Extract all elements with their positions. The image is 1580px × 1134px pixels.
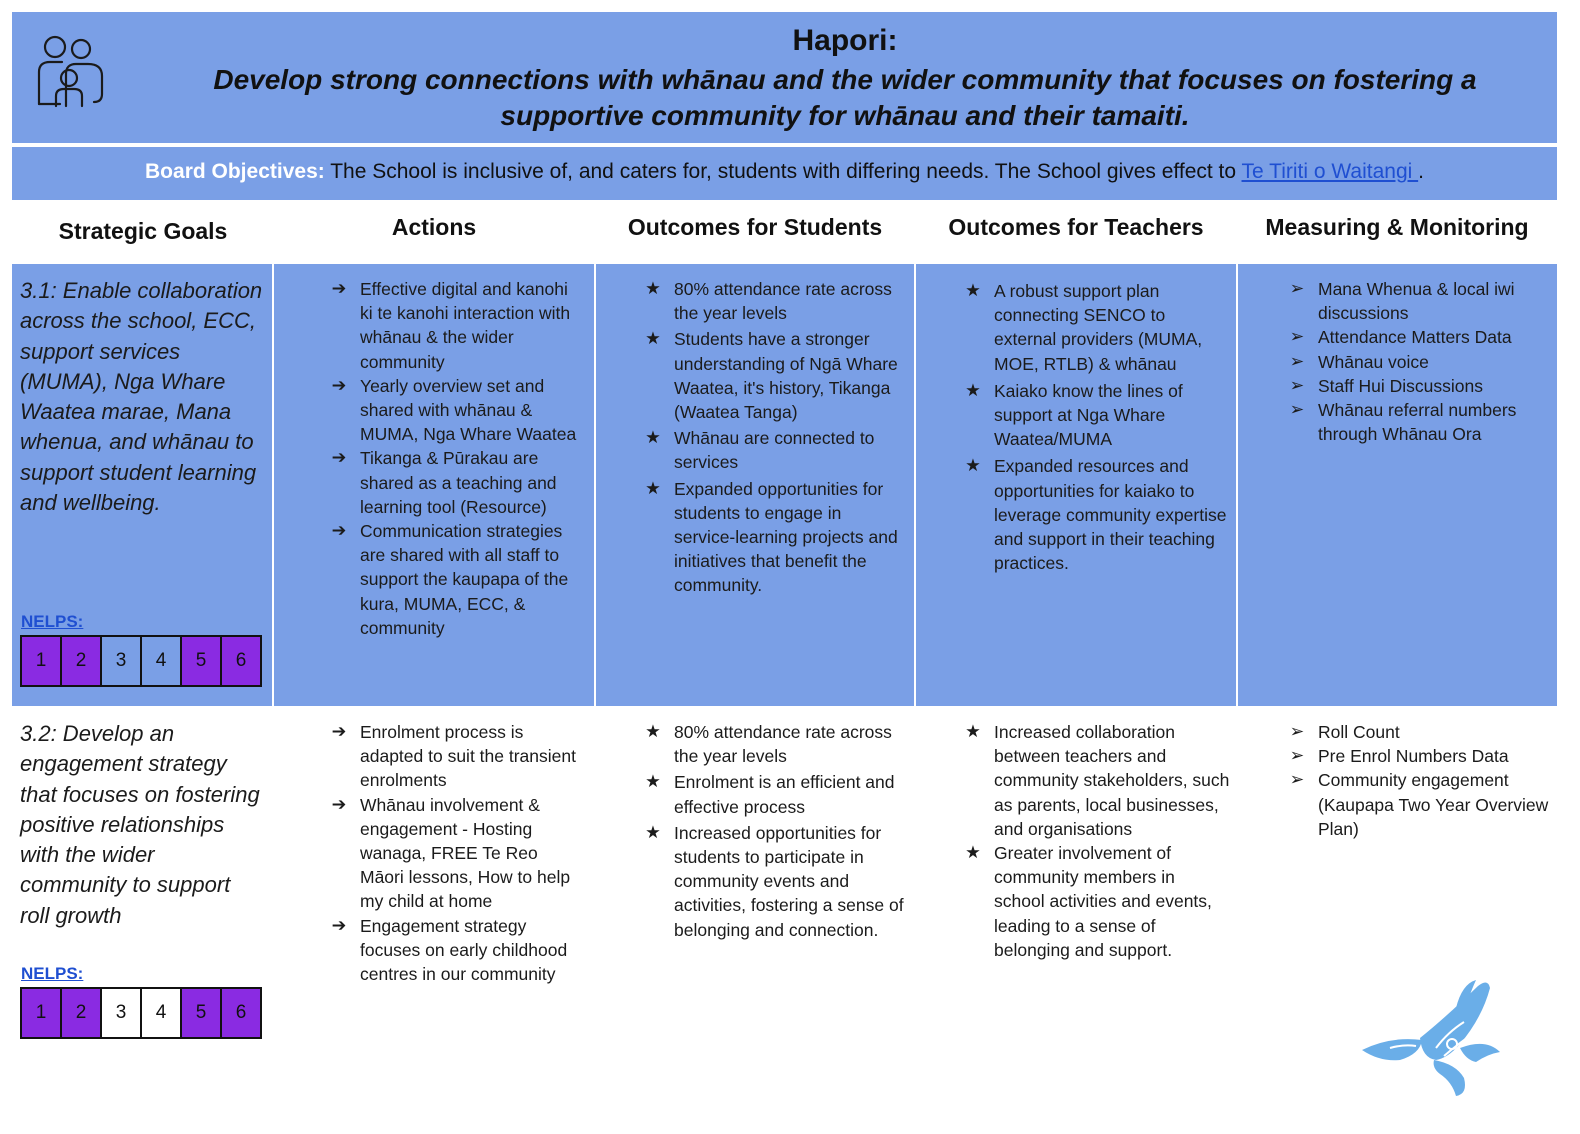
star-bullet-icon: ★	[965, 843, 981, 864]
list-item	[958, 720, 1230, 841]
students-cell	[638, 277, 906, 598]
nelps-cell: 5	[182, 637, 222, 685]
list-item-text: Tikanga & Pūrakau are shared as a teaching and learning tool (Resource)	[360, 448, 557, 517]
list-item-text: Enrolment is an efficient and effective process	[674, 772, 895, 817]
chevron-bullet-icon: ➢	[1289, 279, 1305, 299]
list-item	[1282, 325, 1550, 349]
list-item	[638, 327, 906, 424]
list-item-text: Communication strategies are shared with all staff to support the kaupapa of the kura, MUMA, ECC, & community	[360, 521, 569, 638]
list-item-text: 80% attendance rate across the year levels	[674, 279, 892, 324]
family-icon	[36, 34, 106, 110]
page-subtitle	[150, 62, 1540, 134]
nelps-cell: 4	[142, 637, 182, 685]
list-item-text: Mana Whenua & local iwi discussions	[1318, 279, 1515, 324]
list-item-text: Kaiako know the lines of support at Nga Whare Waatea/MUMA	[994, 380, 1183, 450]
list-item-text: Engagement strategy focuses on early childhood centres in our community	[360, 915, 568, 985]
arrow-bullet-icon: ➔	[331, 375, 347, 396]
board-objectives-body: The School is inclusive of, and caters for, students with differing needs. The School gives effect to	[324, 160, 1242, 183]
actions-cell	[324, 277, 582, 640]
nelps-cell: 2	[62, 989, 102, 1037]
list-item-text: Community engagement (Kaupapa Two Year Overview Plan)	[1318, 770, 1549, 839]
list-item	[324, 793, 586, 914]
board-objectives-banner	[12, 147, 1557, 200]
nelps-cell: 5	[182, 989, 222, 1037]
list-item	[324, 374, 582, 447]
list-item	[1282, 277, 1550, 325]
nelps-cell: 1	[22, 989, 62, 1037]
star-bullet-icon: ★	[965, 281, 981, 301]
page-title: Hapori:	[792, 24, 898, 57]
measuring-cell	[1282, 720, 1550, 841]
list-item	[638, 477, 906, 598]
star-bullet-icon: ★	[645, 279, 661, 299]
chevron-bullet-icon: ➢	[1289, 770, 1305, 791]
col-header-actions: Actions	[391, 214, 477, 240]
nelps-label[interactable]: NELPS:	[21, 612, 84, 631]
header-banner	[12, 12, 1557, 143]
list-item	[1282, 768, 1550, 841]
arrow-bullet-icon: ➔	[331, 722, 347, 742]
subtitle-line-1: Develop strong connections with whānau and the wider community that focuses on fostering a	[213, 64, 1477, 95]
arrow-bullet-icon: ➔	[331, 448, 347, 469]
goal-3-2: 3.2: Develop an engagement strategy that focuses on fostering positive relationships with the wider community to support roll growth	[20, 721, 260, 928]
list-item	[958, 379, 1228, 452]
nelps-cell: 6	[222, 989, 260, 1037]
list-item-text: Whānau involvement & engagement - Hosting wanaga, FREE Te Reo Māori lessons, How to help my child at home	[360, 794, 571, 912]
teachers-cell	[958, 720, 1230, 962]
list-item-text: Students have a stronger understanding of Ngā Whare Waatea, it's history, Tikanga (Waatea Tanga)	[674, 329, 898, 423]
list-item-text: Roll Count	[1318, 722, 1400, 742]
subtitle-line-2: supportive community for whānau and their tamaiti.	[500, 100, 1190, 131]
col-header-measuring-monitoring: Measuring & Monitoring	[1265, 214, 1529, 240]
list-item	[638, 821, 906, 942]
list-item	[324, 720, 586, 793]
chevron-bullet-icon: ➢	[1289, 746, 1305, 767]
row-1-divider	[914, 264, 916, 706]
board-objectives-end: .	[1418, 160, 1424, 183]
star-bullet-icon: ★	[965, 722, 981, 742]
col-header-strategic-goals: Strategic Goals	[58, 218, 228, 244]
nelps-cell: 6	[222, 637, 260, 685]
nelps-label[interactable]: NELPS:	[21, 964, 84, 983]
list-item-text: Yearly overview set and shared with whānau & MUMA, Nga Whare Waatea	[360, 375, 577, 445]
students-cell	[638, 720, 906, 942]
col-header-outcomes-teachers: Outcomes for Teachers	[948, 214, 1204, 240]
chevron-bullet-icon: ➢	[1289, 327, 1305, 348]
list-item	[958, 279, 1228, 376]
list-item	[1282, 374, 1550, 398]
list-item	[324, 914, 586, 987]
list-item	[324, 446, 582, 519]
star-bullet-icon: ★	[645, 329, 661, 350]
nelps-cell: 3	[102, 989, 142, 1037]
list-item	[958, 454, 1228, 575]
nelps-cell: 1	[22, 637, 62, 685]
list-item	[1282, 398, 1550, 446]
list-item-text: Whānau are connected to services	[674, 428, 875, 473]
list-item	[1282, 720, 1550, 744]
te-tiriti-link[interactable]: Te Tiriti o Waitangi	[1241, 160, 1419, 183]
star-bullet-icon: ★	[645, 822, 661, 843]
list-item-text: Increased collaboration between teachers and community stakeholders, such as parents, local businesses, and organisations	[994, 722, 1230, 839]
row-1-divider	[1236, 264, 1238, 706]
star-bullet-icon: ★	[645, 428, 661, 449]
chevron-bullet-icon: ➢	[1289, 722, 1305, 742]
list-item-text: Effective digital and kanohi ki te kanohi interaction with whānau & the wider community	[360, 279, 571, 372]
list-item-text: Attendance Matters Data	[1318, 327, 1512, 348]
list-item-text: Pre Enrol Numbers Data	[1318, 746, 1509, 767]
list-item-text: Whānau voice	[1318, 351, 1429, 372]
list-item	[638, 770, 906, 818]
hummingbird-logo-icon	[1360, 978, 1510, 1098]
star-bullet-icon: ★	[645, 722, 661, 742]
nelps-grid	[20, 987, 262, 1039]
board-objectives-text	[12, 160, 1557, 184]
list-item	[638, 277, 906, 325]
list-item	[638, 426, 906, 474]
list-item	[1282, 350, 1550, 374]
arrow-bullet-icon: ➔	[331, 915, 347, 936]
nelps-cell: 2	[62, 637, 102, 685]
list-item-text: Whānau referral numbers through Whānau Ora	[1318, 400, 1517, 445]
measuring-cell	[1282, 277, 1550, 446]
list-item-text: Expanded resources and opportunities for kaiako to leverage community expertise and support in their teaching practices.	[994, 456, 1227, 574]
row-1-divider	[272, 264, 274, 706]
list-item-text: Greater involvement of community members in school activities and events, leading to a sense of belonging and support.	[994, 843, 1212, 960]
row-1-divider	[594, 264, 596, 706]
arrow-bullet-icon: ➔	[331, 794, 347, 815]
list-item-text: Enrolment process is adapted to suit the transient enrolments	[360, 722, 576, 791]
list-item	[324, 519, 582, 640]
list-item	[1282, 744, 1550, 768]
star-bullet-icon: ★	[645, 478, 661, 499]
actions-cell	[324, 720, 586, 986]
star-bullet-icon: ★	[965, 456, 981, 477]
list-item	[324, 277, 582, 374]
list-item-text: Staff Hui Discussions	[1318, 375, 1484, 396]
arrow-bullet-icon: ➔	[331, 279, 347, 299]
arrow-bullet-icon: ➔	[331, 521, 347, 542]
list-item	[638, 720, 906, 768]
teachers-cell	[958, 279, 1228, 575]
chevron-bullet-icon: ➢	[1289, 351, 1305, 372]
col-header-outcomes-students: Outcomes for Students	[627, 214, 883, 240]
list-item	[958, 841, 1230, 962]
list-item-text: A robust support plan connecting SENCO to external providers (MUMA, MOE, RTLB) & whānau	[994, 281, 1203, 374]
star-bullet-icon: ★	[965, 380, 981, 401]
nelps-cell: 3	[102, 637, 142, 685]
nelps-cell: 4	[142, 989, 182, 1037]
star-bullet-icon: ★	[645, 772, 661, 793]
goal-3-1: 3.1: Enable collaboration across the school, ECC, support services (MUMA), Nga Whare Waatea marae, Mana whenua, and whānau to support student learning and wellbeing.	[20, 278, 263, 516]
chevron-bullet-icon: ➢	[1289, 400, 1305, 421]
nelps-grid	[20, 635, 262, 687]
list-item-text: 80% attendance rate across the year levels	[674, 722, 892, 767]
board-objectives-label: Board Objectives:	[145, 160, 325, 183]
list-item-text: Expanded opportunities for students to engage in service-learning projects and initiatives that benefit the community.	[674, 478, 898, 596]
list-item-text: Increased opportunities for students to participate in community events and activities, fostering a sense of belonging and connection.	[674, 822, 904, 940]
chevron-bullet-icon: ➢	[1289, 375, 1305, 396]
